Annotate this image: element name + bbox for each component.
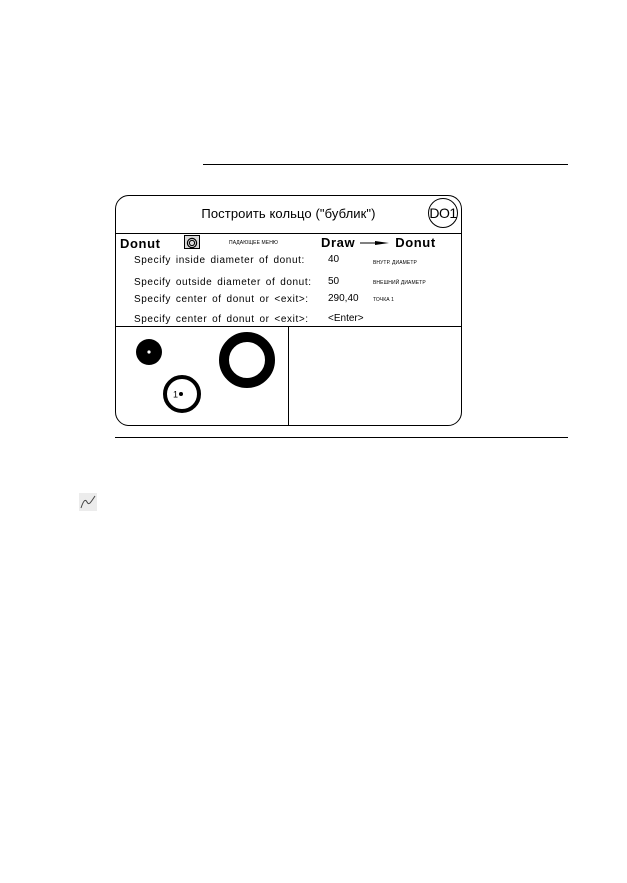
arrow-right-icon: [359, 238, 391, 248]
donut-illustration: [116, 327, 288, 425]
command-card: [115, 195, 462, 426]
prompt-note-inside-diameter: ВНУТР. ДИАМЕТР: [373, 260, 417, 266]
prompt-note-center-point: ТОЧКА 1: [373, 297, 395, 303]
prompt-note-outside-diameter: ВНЕШНИЙ ДИАМЕТР: [373, 280, 426, 286]
prompt-inside-diameter: Specify inside diameter of donut:: [134, 255, 305, 266]
menu-path: [321, 235, 436, 250]
thick-ring-donut: [224, 337, 270, 383]
panel-divider: [288, 326, 289, 425]
prompt-center-exit: Specify center of donut or <exit>:: [134, 314, 309, 325]
code-badge: DO1: [428, 198, 458, 228]
filled-donut-hole: [147, 350, 150, 353]
menu-caption: ПАДАЮЩЕЕ МЕНЮ: [229, 240, 279, 246]
menu-path-item: Donut: [395, 235, 436, 250]
top-rule: [203, 164, 568, 165]
curve-icon: [79, 493, 97, 511]
prompt-value-center-exit: <Enter>: [328, 313, 364, 324]
center-point-marker: [179, 392, 183, 396]
prompt-outside-diameter: Specify outside diameter of donut:: [134, 277, 312, 288]
prompt-value-outside-diameter: 50: [328, 276, 340, 287]
card-title: Построить кольцо ("бублик"): [201, 206, 376, 221]
command-name: Donut: [120, 236, 161, 251]
menu-path-menu: Draw: [321, 235, 356, 250]
prompt-value-center-point: 290,40: [328, 293, 359, 304]
prompt-value-inside-diameter: 40: [328, 254, 340, 265]
prompt-center-point: Specify center of donut or <exit>:: [134, 294, 309, 305]
donut-tool-icon: [184, 235, 200, 249]
header-separator: [116, 233, 461, 234]
bottom-rule: [115, 437, 568, 438]
point-label: 1: [173, 389, 179, 400]
